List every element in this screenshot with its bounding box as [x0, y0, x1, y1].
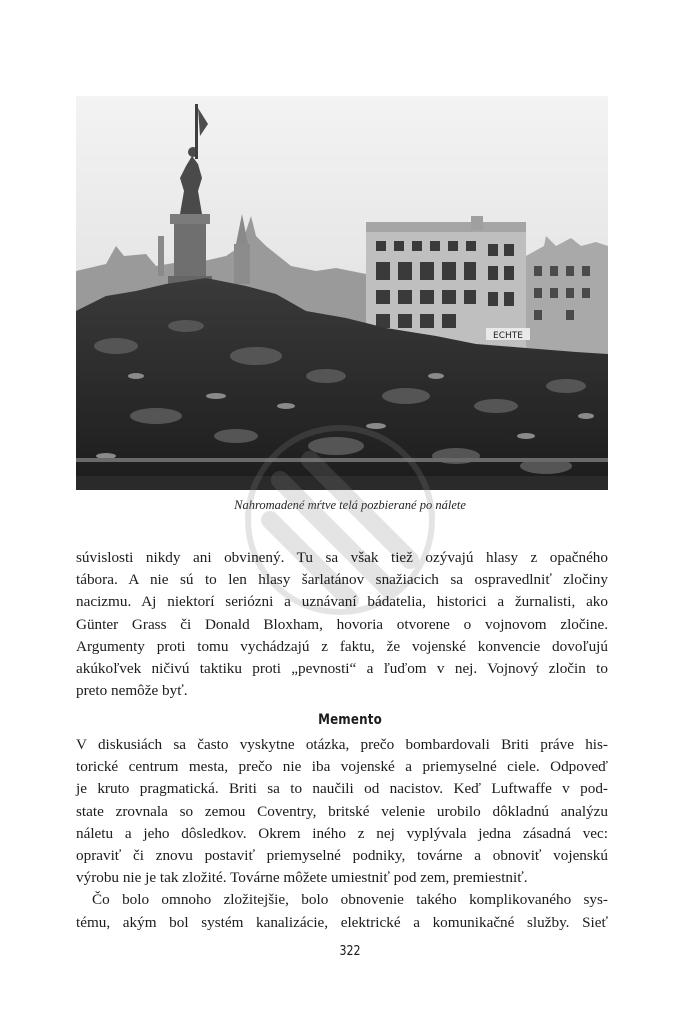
text-line: je kruto pragmatická. Briti sa to naučili od nacistov. Keď Luftwaffe v pod-	[76, 780, 608, 798]
shop-sign-text: ECHTE	[493, 331, 523, 341]
text-line: výrobu nie je tak zložité. Továrne môžete umiestniť pod zem, premiestniť.	[76, 869, 528, 887]
text-line: náletu a jeho dôsledkov. Okrem iného z nej vyplývala jedna zásadná vec:	[76, 824, 608, 842]
text-line: akúkoľvek ničivú taktiku proti „pevnosti“ a ľuďom v nej. Vojnový zločin to	[76, 660, 608, 678]
text-line: Günter Grass či Donald Bloxham, hovoria otvorene o vojnovom zločine.	[76, 615, 608, 633]
section-heading: Memento	[318, 712, 382, 728]
text-line: Čo bolo omnoho zložitejšie, bolo obnovenie takého komplikovaného sys-	[92, 891, 608, 909]
text-line: V diskusiách sa často vyskytne otázka, prečo bombardovali Briti práve his-	[76, 736, 608, 753]
ruins-photograph	[76, 96, 608, 490]
text-line: opraviť či znovu postaviť priemyselné podniky, továrne a obnoviť vojenskú	[76, 847, 608, 865]
paragraph-memento	[76, 734, 608, 934]
text-line: tábora. A nie sú to len hlasy šarlatánov snažiacich sa ospravedlniť zločiny	[76, 571, 608, 589]
text-line: torické centrum mesta, prečo nie iba vojenské a priemyselné ciele. Odpoveď	[76, 758, 608, 776]
figure-caption: Nahromadené mŕtve telá pozbierané po nálete	[234, 498, 466, 512]
paragraph-war-crime-debate	[76, 547, 608, 702]
text-line: súvislosti nikdy ani obvinený. Tu sa však tiež ozývajú hlasy z opačného	[76, 549, 608, 566]
text-line: nacizmu. Aj niektorí seriózni a uznávaní bádatelia, historici a žurnalisti, ako	[76, 593, 608, 611]
text-line: state zrovnala so zemou Coventry, britské velenie urobilo dôkladnú analýzu	[76, 802, 608, 820]
text-line: tému, akým bol systém kanalizácie, elektrické a komunikačné služby. Sieť	[76, 913, 608, 931]
page-number: 322	[339, 944, 361, 959]
text-line: preto nemôže byť.	[76, 682, 188, 700]
text-line: Argumenty proti tomu vychádzajú z faktu, že vojenské konvencie dovoľujú	[76, 637, 608, 655]
